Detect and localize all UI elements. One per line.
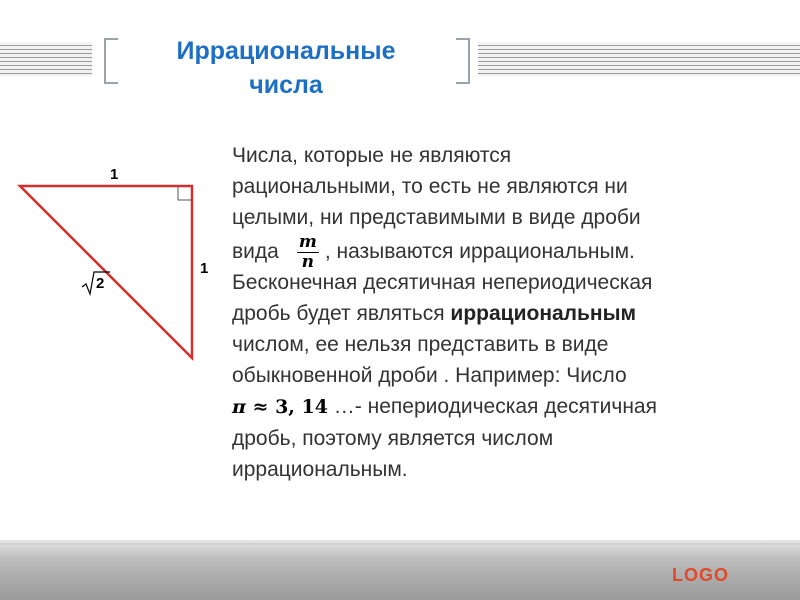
triangle-diagram: [0, 160, 230, 380]
header-stripes-right: [478, 42, 800, 76]
text-segment: вида: [232, 240, 279, 264]
header-stripes-left: [0, 42, 92, 76]
text-line: целыми, ни представимыми в виде дроби: [232, 206, 641, 229]
text-segment: , называются иррациональным.: [324, 240, 635, 264]
text-segment: …- непериодическая десятичная: [327, 395, 657, 418]
text-line: дробь, поэтому является числом: [232, 427, 554, 450]
pi-symbol: π: [232, 396, 246, 418]
label-top-side: 1: [110, 166, 119, 183]
fraction-numerator: m: [298, 232, 317, 252]
slide-title-line2: числа: [249, 71, 323, 99]
footer-highlight: [0, 543, 800, 545]
title-bracket-right: [456, 38, 470, 84]
label-hypotenuse-radicand: 2: [96, 275, 105, 292]
slide-title: [118, 34, 454, 102]
fraction-denominator: n: [301, 252, 315, 272]
logo: LOGO: [672, 565, 729, 585]
title-bracket-left: [104, 38, 118, 84]
right-angle-mark: [178, 186, 192, 200]
label-right-side: 1: [200, 260, 209, 277]
text-line-with-math: [232, 391, 792, 423]
pi-expression: [232, 396, 328, 418]
slide-title-line1: Иррациональные: [176, 37, 396, 65]
right-triangle-figure: [0, 160, 230, 385]
text-segment: дробь будет являться: [232, 302, 451, 325]
bold-term: иррациональным: [450, 302, 637, 325]
text-line: [232, 298, 792, 329]
text-line-with-fraction: [232, 232, 792, 272]
text-line: рациональными, то есть не являются ни: [232, 175, 628, 198]
approx-value: ≈ 3, 14: [245, 396, 328, 418]
text-line: Бесконечная десятичная непериодическая: [232, 271, 653, 294]
text-line: иррациональным.: [232, 458, 408, 481]
text-line: Числа, которые не являются: [232, 144, 512, 167]
definition-text: [232, 140, 792, 485]
text-line: обыкновенной дроби . Например: Число: [232, 364, 627, 387]
text-line: числом, ее нельзя представить в виде: [232, 333, 609, 356]
